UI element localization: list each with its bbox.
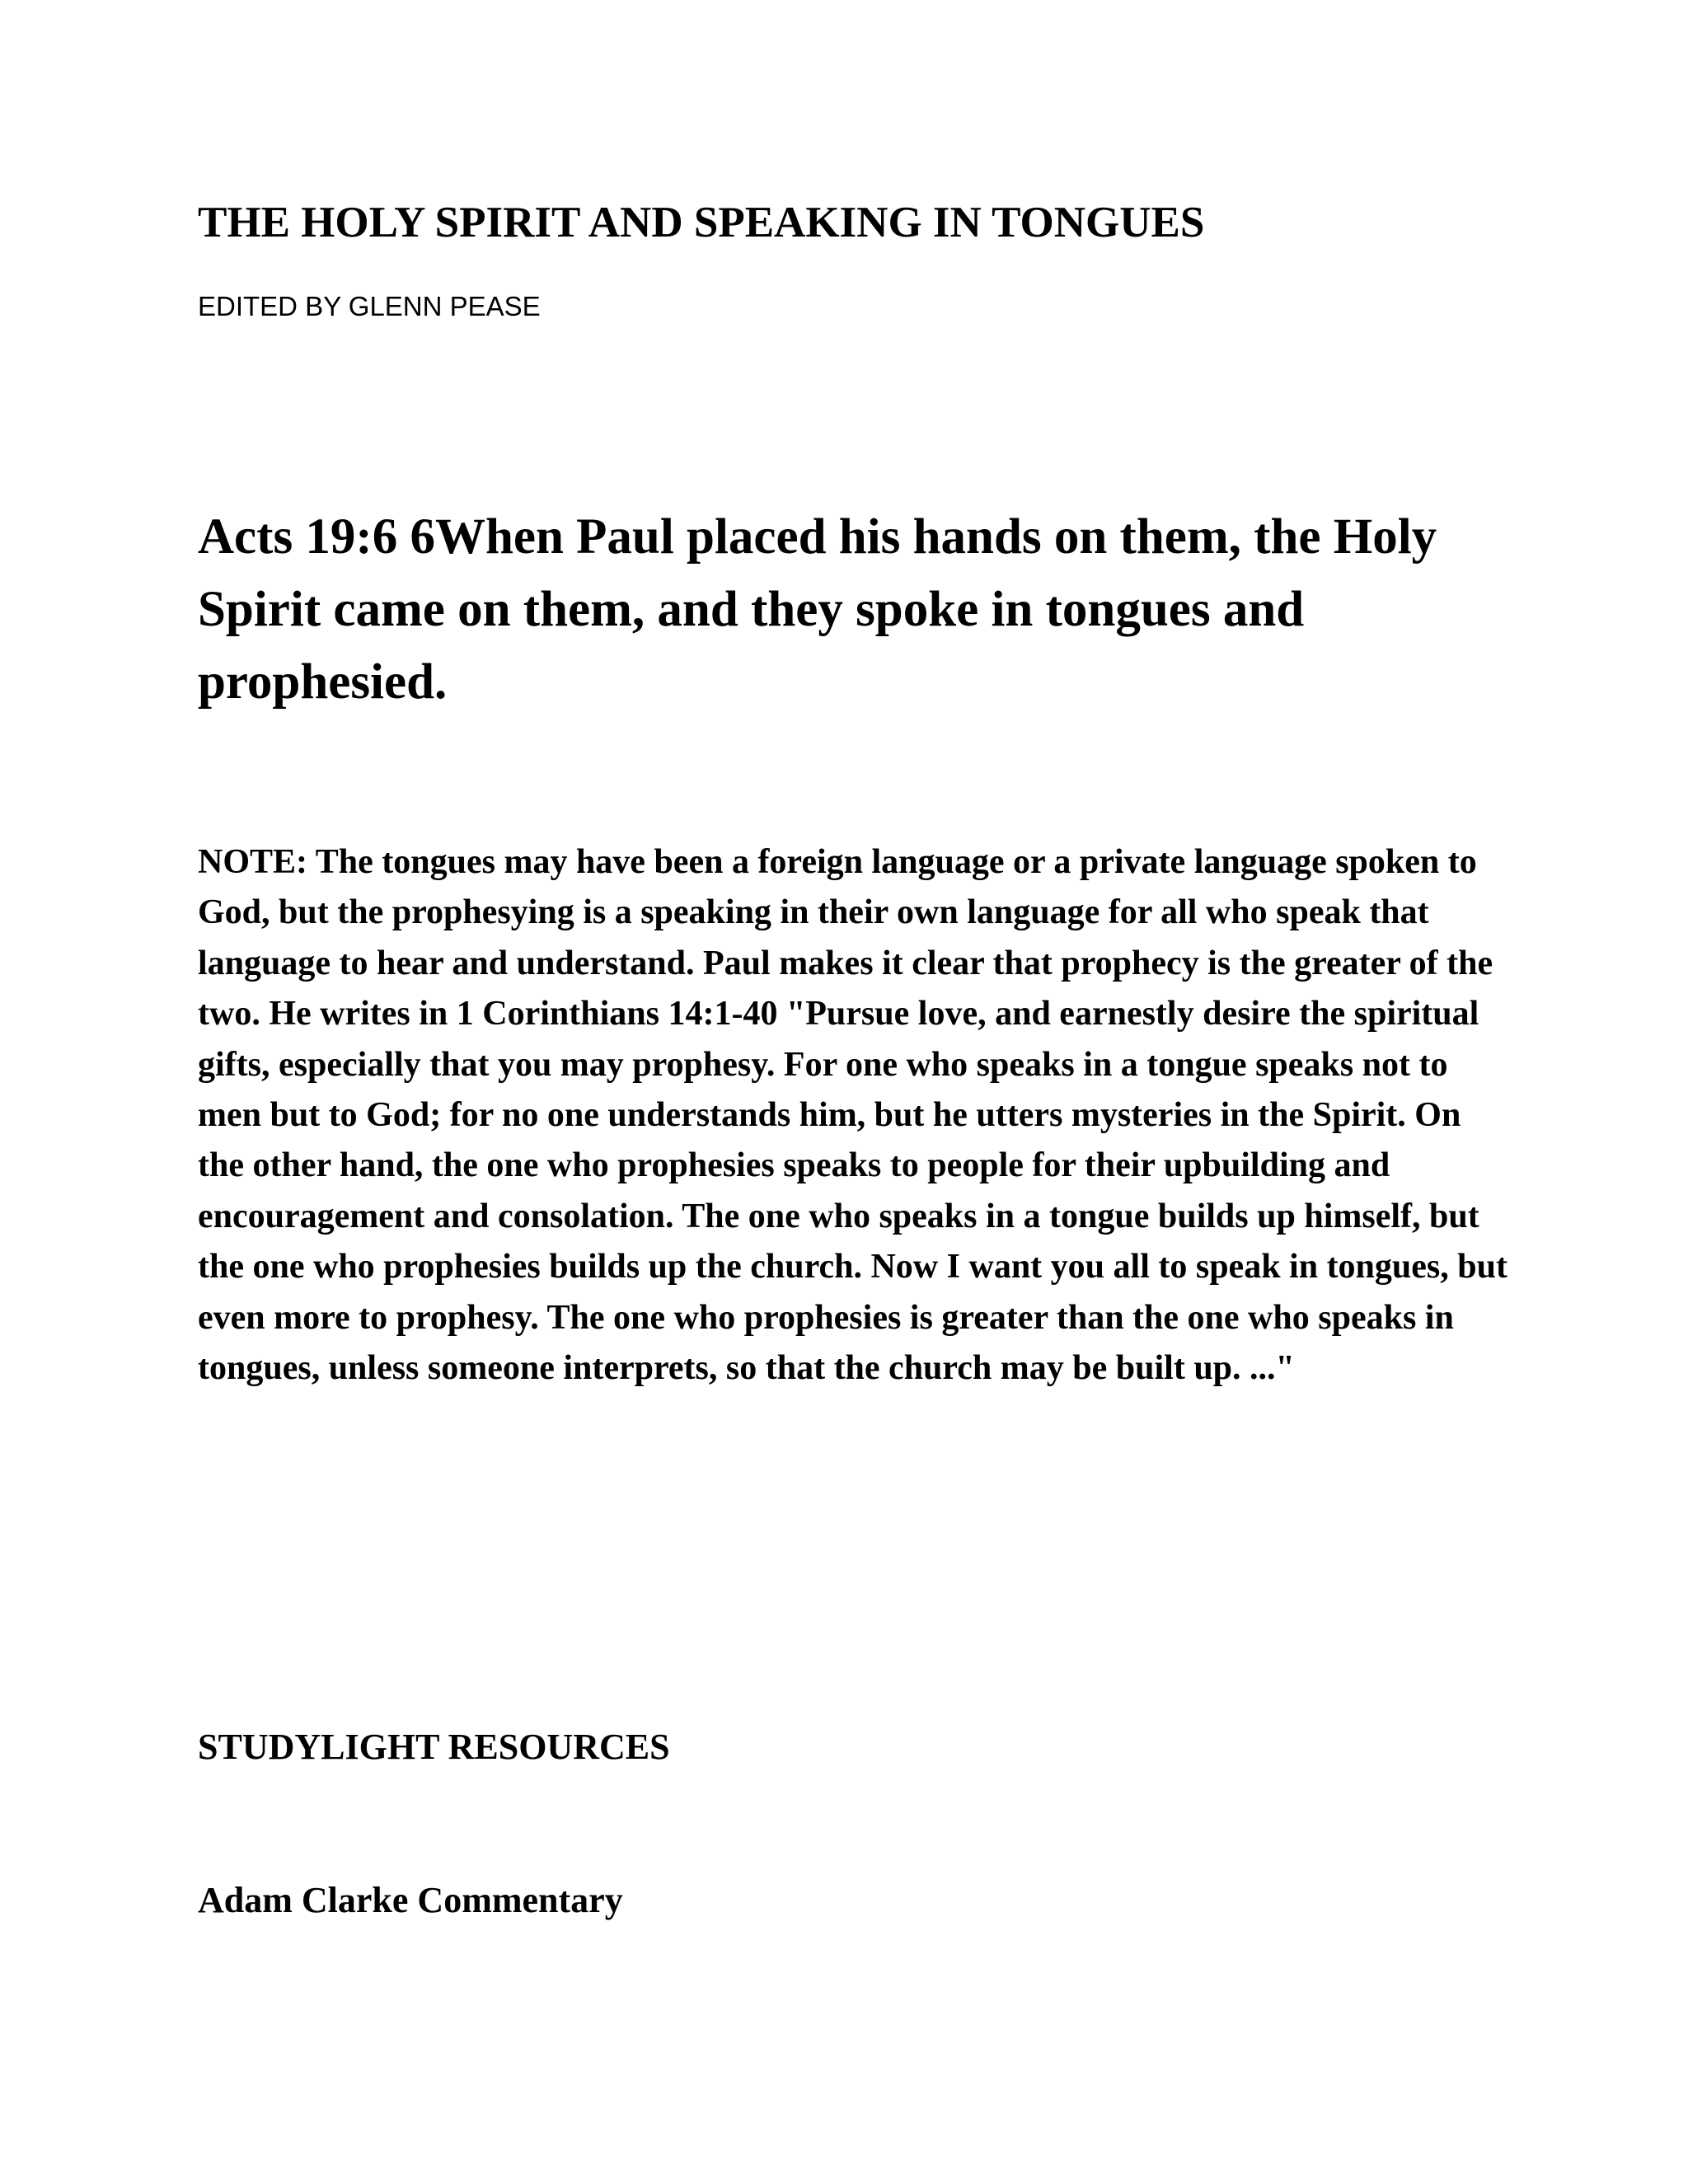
commentary-heading: Adam Clarke Commentary [198,1880,623,1920]
note-paragraph: NOTE: The tongues may have been a foreign language or a private language spoken to God, but the prophesying is a speaking in their own language for all who speak that language to hear and understand. Paul makes it clear that prophecy is the greater of the two. He writes in 1 Corinthians 14:1-40 "Pursue love, and earnestly desire the spiritual gifts, especially that you may prophesy. For one who speaks in a tongue speaks not to men but to God; for no one understands him, but he utters mysteries in the Spirit. On the other hand, the one who prophesies speaks to people for their upbuilding and encouragement and consolation. The one who speaks in a tongue builds up himself, but the one who prophesies builds up the church. Now I want you all to speak in tongues, but even more to prophesy. The one who prophesies is greater than the one who speaks in tongues, unless someone interprets, so that the church may be built up. ..." [198,843,1507,1388]
document-title: THE HOLY SPIRIT AND SPEAKING IN TONGUES [198,199,1205,246]
scripture-verse: Acts 19:6 6When Paul placed his hands on them, the Holy Spirit came on them, and they spoke in tongues and prophesied. [198,509,1437,710]
section-heading: STUDYLIGHT RESOURCES [198,1727,670,1767]
editor-credit: EDITED BY GLENN PEASE [198,291,541,321]
